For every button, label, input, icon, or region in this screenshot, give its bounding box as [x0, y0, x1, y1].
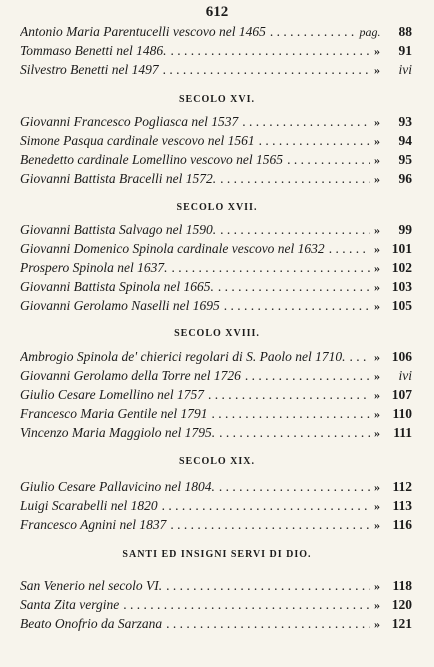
- dot-leader: [119, 597, 370, 613]
- entry-mark: »: [374, 617, 380, 631]
- index-entry: [20, 279, 412, 297]
- dot-leader: [214, 279, 370, 295]
- dot-leader: [238, 114, 370, 130]
- index-entry: [20, 24, 412, 42]
- page-ref: 110: [392, 406, 412, 421]
- page-ref: 103: [391, 279, 412, 294]
- index-entry: [20, 43, 412, 61]
- entry-text: Prospero Spinola nel 1637.: [20, 260, 168, 275]
- entry-text: Vincenzo Maria Maggiolo nel 1795.: [20, 425, 216, 440]
- page-ref: 112: [392, 479, 412, 494]
- index-entry: [20, 241, 412, 259]
- entry-mark: »: [374, 407, 380, 421]
- dot-leader: [325, 241, 370, 257]
- index-entry: [20, 406, 412, 424]
- index-entry: [20, 260, 412, 278]
- entry-mark: »: [374, 299, 380, 313]
- index-entry: [20, 349, 412, 367]
- page-ref: 116: [392, 517, 412, 532]
- entry-mark: »: [374, 44, 380, 58]
- index-entry: [20, 425, 412, 443]
- section-heading: SECOLO XIX.: [178, 456, 255, 467]
- dot-leader: [162, 616, 370, 632]
- entry-text: Benedetto cardinale Lomellino vescovo nel 1565: [20, 152, 284, 167]
- dot-leader: [216, 171, 370, 187]
- page-ref: 121: [391, 616, 412, 631]
- dot-leader: [283, 152, 370, 168]
- index-entry: [20, 114, 412, 132]
- dot-leader: [255, 133, 370, 149]
- index-entry: [20, 152, 412, 170]
- index-entry: [20, 479, 412, 497]
- page-ref: 105: [391, 298, 412, 313]
- section-heading: SECOLO XVIII.: [174, 328, 260, 339]
- entry-mark: »: [374, 579, 380, 593]
- entry-text: Luigi Scarabelli nel 1820: [20, 498, 158, 513]
- index-entry: [20, 517, 412, 535]
- entry-mark: »: [374, 518, 380, 532]
- entry-text: Giovanni Francesco Pogliasca nel 1537: [20, 114, 239, 129]
- page-ref: 93: [398, 114, 412, 129]
- index-entry: [20, 298, 412, 316]
- index-entry: [20, 62, 412, 80]
- dot-leader: [241, 368, 370, 384]
- dot-leader: [162, 578, 370, 594]
- page-ref: 96: [398, 171, 412, 186]
- entry-text: Ambrogio Spinola de' chierici regolari di S. Paolo nel 1710.: [20, 349, 346, 364]
- entry-mark: »: [374, 426, 380, 440]
- entry-mark: »: [374, 153, 380, 167]
- index-entry: [20, 387, 412, 405]
- entry-mark: »: [374, 499, 380, 513]
- entry-text: Francesco Agnini nel 1837: [20, 517, 167, 532]
- dot-leader: [158, 498, 370, 514]
- entry-text: Giovanni Battista Bracelli nel 1572.: [20, 171, 217, 186]
- entry-text: Tommaso Benetti nel 1486.: [20, 43, 167, 58]
- entry-text: Simone Pasqua cardinale vescovo nel 1561: [20, 133, 255, 148]
- entry-text: San Venerio nel secolo VI.: [20, 578, 163, 593]
- entry-text: Giulio Cesare Lomellino nel 1757: [20, 387, 204, 402]
- page-ref: 111: [393, 425, 412, 440]
- dot-leader: [159, 62, 370, 78]
- entry-mark: »: [374, 242, 380, 256]
- page-ref: 113: [392, 498, 412, 513]
- index-entry: [20, 597, 412, 615]
- page-ref: 95: [398, 152, 412, 167]
- entry-text: Giulio Cesare Pallavicino nel 1804.: [20, 479, 215, 494]
- dot-leader: [215, 425, 370, 441]
- entry-mark: »: [374, 63, 380, 77]
- entry-mark: »: [374, 280, 380, 294]
- entry-mark: »: [374, 388, 380, 402]
- index-entry: [20, 368, 412, 386]
- page-ref: 118: [392, 578, 412, 593]
- entry-mark: »: [374, 350, 380, 364]
- entry-mark: »: [374, 480, 380, 494]
- dot-leader: [215, 479, 370, 495]
- entry-text: Giovanni Gerolamo della Torre nel 1726: [20, 368, 241, 383]
- dot-leader: [204, 387, 370, 403]
- page-ref: 106: [391, 349, 412, 364]
- entry-mark: »: [374, 223, 380, 237]
- dot-leader: [166, 517, 370, 533]
- index-entry: [20, 222, 412, 240]
- dot-leader: [216, 222, 370, 238]
- page-number: 612: [205, 4, 229, 20]
- dot-leader: [207, 406, 370, 422]
- page-ref: 99: [398, 222, 412, 237]
- page-ref: 120: [391, 597, 412, 612]
- page-ref: ivi: [398, 368, 412, 383]
- page-ref: 107: [391, 387, 412, 402]
- entry-text: Giovanni Domenico Spinola cardinale vescovo nel 1632: [20, 241, 325, 256]
- dot-leader: [167, 43, 371, 59]
- page-ref: 91: [398, 43, 412, 58]
- index-entry: [20, 616, 412, 634]
- page-ref: 94: [398, 133, 412, 148]
- section-heading: SECOLO XVII.: [176, 202, 258, 213]
- index-entry: [20, 171, 412, 189]
- index-entry: [20, 578, 412, 596]
- dot-leader: [220, 298, 370, 314]
- entry-text: Santa Zita vergine: [20, 597, 120, 612]
- section-heading: SECOLO XVI.: [178, 94, 255, 105]
- entry-text: Antonio Maria Parentucelli vescovo nel 1465: [20, 24, 266, 39]
- page-ref: 88: [398, 24, 412, 39]
- index-entry: [20, 498, 412, 516]
- entry-mark: »: [374, 369, 380, 383]
- entry-text: Francesco Maria Gentile nel 1791: [20, 406, 208, 421]
- entry-text: Giovanni Battista Salvago nel 1590.: [20, 222, 217, 237]
- index-entry: [20, 133, 412, 151]
- entry-mark: pag.: [359, 25, 381, 39]
- entry-mark: »: [374, 134, 380, 148]
- dot-leader: [168, 260, 371, 276]
- entry-text: Beato Onofrio da Sarzana: [20, 616, 163, 631]
- entry-mark: »: [374, 172, 380, 186]
- dot-leader: [266, 24, 356, 40]
- entry-mark: »: [374, 115, 380, 129]
- dot-leader: [345, 349, 370, 365]
- page-ref: ivi: [398, 62, 412, 77]
- entry-text: Giovanni Battista Spinola nel 1665.: [20, 279, 214, 294]
- entry-text: Giovanni Gerolamo Naselli nel 1695: [20, 298, 220, 313]
- entry-mark: »: [374, 261, 380, 275]
- page-ref: 102: [391, 260, 412, 275]
- section-heading: SANTI ED INSIGNI SERVI DI DIO.: [122, 549, 312, 560]
- entry-text: Silvestro Benetti nel 1497: [20, 62, 159, 77]
- entry-mark: »: [374, 598, 380, 612]
- page-ref: 101: [391, 241, 412, 256]
